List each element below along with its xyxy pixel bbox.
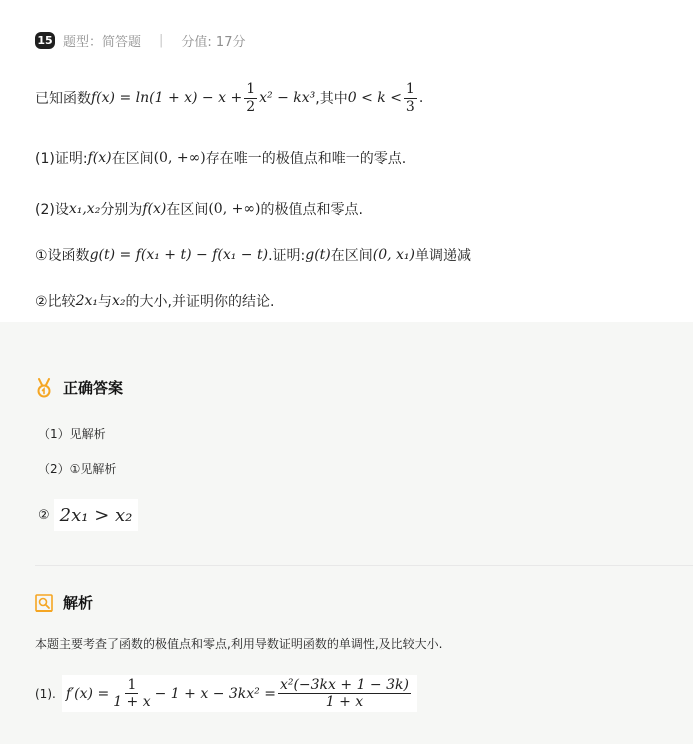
derivative-fraction-2: $\frac{\text{x²(−3kx + 1 − 3k)}}{1 + x}$: [279, 677, 409, 711]
question-type: 题型：简答题: [63, 34, 142, 50]
stem-fraction-third: $\frac{1}{3}$: [405, 81, 415, 115]
medal-icon: [35, 378, 53, 398]
analysis-title: 解析: [63, 594, 94, 612]
analysis-heading: [35, 592, 93, 613]
answer-section: [0, 322, 693, 744]
question-part2a: ①设函数 g(t) = f(x₁ + t) − f(x₁ − t) .证明: g(t) 在区间 (0, x₁) 单调递减: [35, 247, 472, 264]
answer-line-1: （1）见解析: [38, 427, 106, 441]
meta-separator: |: [159, 32, 164, 48]
question-stem: 已知函数 f(x) = ln(1 + x) − x + $\frac{1}{2}$ x² − kx³ ,其中 0 < k < $\frac{1}{3}$ .: [35, 81, 424, 115]
stem-intro: 已知函数: [35, 91, 91, 107]
correct-answer-title: 正确答案: [63, 379, 124, 397]
question-part2b: ②比较 2x₁ 与 x₂ 的大小,并证明你的结论.: [35, 293, 275, 310]
question-score: 分值: 17分: [181, 34, 246, 50]
analysis-text: 本题主要考查了函数的极值点和零点,利用导数证明函数的单调性,及比较大小.: [35, 637, 443, 651]
correct-answer-heading: [35, 377, 123, 398]
derivative-formula: (1). f′(x) = $\frac{1}{1 + x}$ − 1 + x − 3kx² = $\frac{\text{x²(−3kx + 1 − 3k)}}{1 + x}$: [35, 675, 417, 712]
stem-function-rest: x² − kx³: [259, 90, 316, 106]
question-part2: (2)设 x₁,x₂ 分别为 f(x) 在区间 (0, +∞) 的极值点和零点.: [35, 201, 363, 218]
analysis-magnifier-icon: [35, 594, 53, 612]
section-divider: [35, 565, 693, 566]
stem-fraction-half: $\frac{1}{2}$: [246, 81, 256, 115]
question-card: [0, 0, 693, 322]
question-number-badge: 15: [35, 32, 55, 49]
derivative-fraction-1: $\frac{1}{1 + x}$: [113, 677, 151, 711]
question-part1: (1)证明: f(x) 在区间 (0, +∞) 存在唯一的极值点和唯一的零点.: [35, 150, 407, 167]
stem-function-lhs: f(x) = ln(1 + x) − x +: [91, 90, 243, 106]
question-meta: [35, 30, 245, 50]
answer-line-3: ② 2x₁ > x₂: [38, 499, 138, 531]
answer-formula: 2x₁ > x₂: [54, 499, 139, 531]
answer-line-2: （2）①见解析: [38, 462, 117, 476]
stem-condition: 0 < k <: [347, 90, 402, 106]
stem-middle: ,其中: [315, 91, 348, 107]
